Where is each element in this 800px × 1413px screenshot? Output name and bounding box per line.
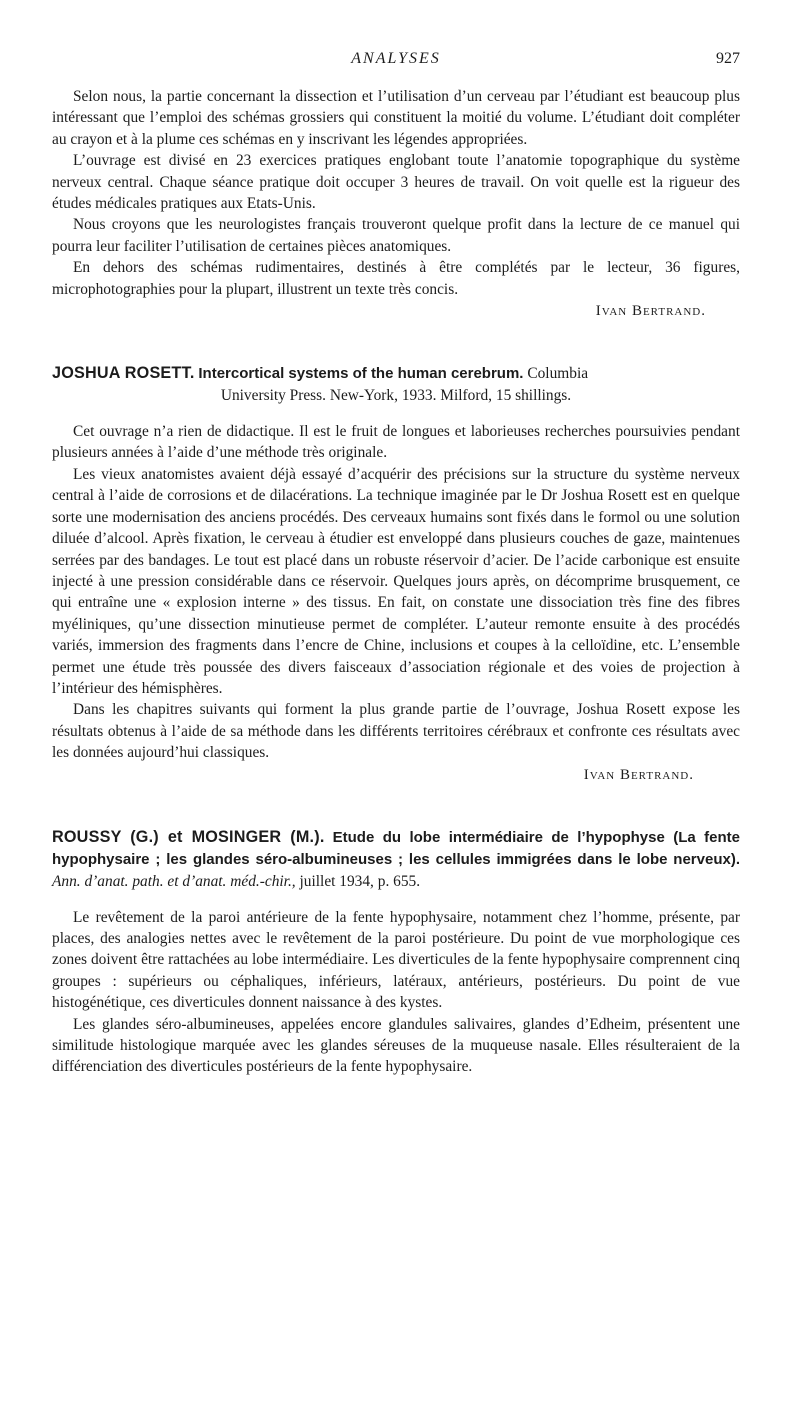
running-head (52, 50, 740, 76)
intro-review (52, 86, 740, 322)
paragraph: Dans les chapitres suivants qui forment la plus grande partie de l’ouvrage, Joshua Rosett expose les résultats obtenus à l’aide de sa méthode dans les différents territoires cérébraux et confronte ces résultats avec les données aujourd’hui classiques. (52, 701, 740, 762)
review-signature: Ivan Bertrand. (595, 303, 706, 320)
page-number: 927 (716, 50, 740, 67)
review-publisher-details: University Press. New-York, 1933. Milford, 15 shillings. (220, 387, 572, 405)
review-authors: JOSHUA ROSETT. (52, 364, 195, 383)
review-heading (52, 826, 740, 893)
running-head-title: ANALYSES (351, 50, 441, 67)
review-citation: juillet 1934, p. 655. (299, 872, 421, 890)
paragraph: L’ouvrage est divisé en 23 exercices pratiques englobant toute l’anatomie topographique du système nerveux central. Chaque séance pratique doit occuper 3 heures de travail. On voit quelle est la rigueur des études médicales pratiques aux Etats-Unis. (52, 152, 740, 213)
review-title: Etude du lobe intermédiaire de l’hypophyse (La fente hypophysaire ; les glandes séro-albumineuses ; les cellules immigrées dans le lobe nerveux). (52, 828, 740, 868)
paragraph: Selon nous, la partie concernant la dissection et l’utilisation d’un cerveau par l’étudiant est beaucoup plus intéressant que l’emploi des schémas grossiers qui constituent la moitié du volume. L’étudiant doit compléter au crayon et à la plume ces schémas en y inscrivant les légendes appropriées. (52, 88, 740, 148)
rosett-review (52, 362, 740, 786)
review-authors: ROUSSY (G.) et MOSINGER (M.). (52, 827, 325, 846)
review-signature: Ivan Bertrand. (583, 766, 694, 783)
paragraph: En dehors des schémas rudimentaires, destinés à être complétés par le lecteur, 36 figures, microphotographies pour la plupart, illustrent un texte très concis. (52, 259, 740, 298)
roussy-review (52, 826, 740, 1078)
review-title: Intercortical systems of the human cerebrum. (198, 365, 524, 383)
paragraph: Le revêtement de la paroi antérieure de la fente hypophysaire, notamment chez l’homme, présente, par places, des analogies nettes avec le revêtement de la paroi postérieure. Du point de vue morphologique ces zones doivent être rattachées au lobe intermédiaire. Les diverticules de la fente hypophysaire comprennent cinq groupes : supérieurs ou céphaliques, inférieurs, latéraux, antérieurs, postérieurs. Du point de vue histogénétique, ces diverticules donnent naissance à des kystes. (52, 908, 740, 1012)
review-heading (52, 362, 740, 407)
paragraph: Les glandes séro-albumineuses, appelées encore glandules salivaires, glandes d’Edheim, présentent une similitude histologique marquée avec les glandes séreuses de la muqueuse nasale. Elles résulteraient de la différenciation des diverticules postérieurs de la fente hypophysaire. (52, 1015, 740, 1076)
review-publisher: Columbia (527, 365, 589, 383)
page-body (52, 86, 740, 1078)
review-journal: Ann. d’anat. path. et d’anat. méd.-chir., (52, 872, 296, 890)
paragraph: Cet ouvrage n’a rien de didactique. Il est le fruit de longues et laborieuses recherches poursuivies pendant plusieurs années à l’aide d’une méthode très originale. (52, 423, 740, 462)
paragraph: Les vieux anatomistes avaient déjà essayé d’acquérir des précisions sur la structure du système nerveux central à l’aide de corrosions et de dilacérations. La technique imaginée par le Dr Joshua Rosett est en quelque sorte une modernisation des anciens procédés. Des cerveaux humains sont fixés dans le formol ou une solution diluée d’alcool. Après fixation, le cerveau à étudier est enveloppé dans plusieurs couches de gaze, maintenues serrées par des bandages. Le tout est placé dans un robuste réservoir d’acier. De l’acide carbonique est ensuite injecté à une pression considérable dans ce réservoir. Quelques jours après, on décomprime brusquement, ce qui entraîne une « explosion interne » des tissus. En fait, on constate une dissociation très fine des fibres myéliniques, qu’une dissection minutieuse permet de compléter. L’auteur remonte ensuite à des procédés variés, immersion des fragments dans l’encre de Chine, inclusions et coupes à la celloïdine, etc. L’ensemble permet une étude très poussée des divers faisceaux d’association régionale et des voies de projection à l’intérieur des hémisphères. (52, 465, 740, 697)
paragraph: Nous croyons que les neurologistes français trouveront quelque profit dans la lecture de ce manuel qui pourra leur faciliter l’utilisation de certaines pièces anatomiques. (52, 216, 740, 255)
